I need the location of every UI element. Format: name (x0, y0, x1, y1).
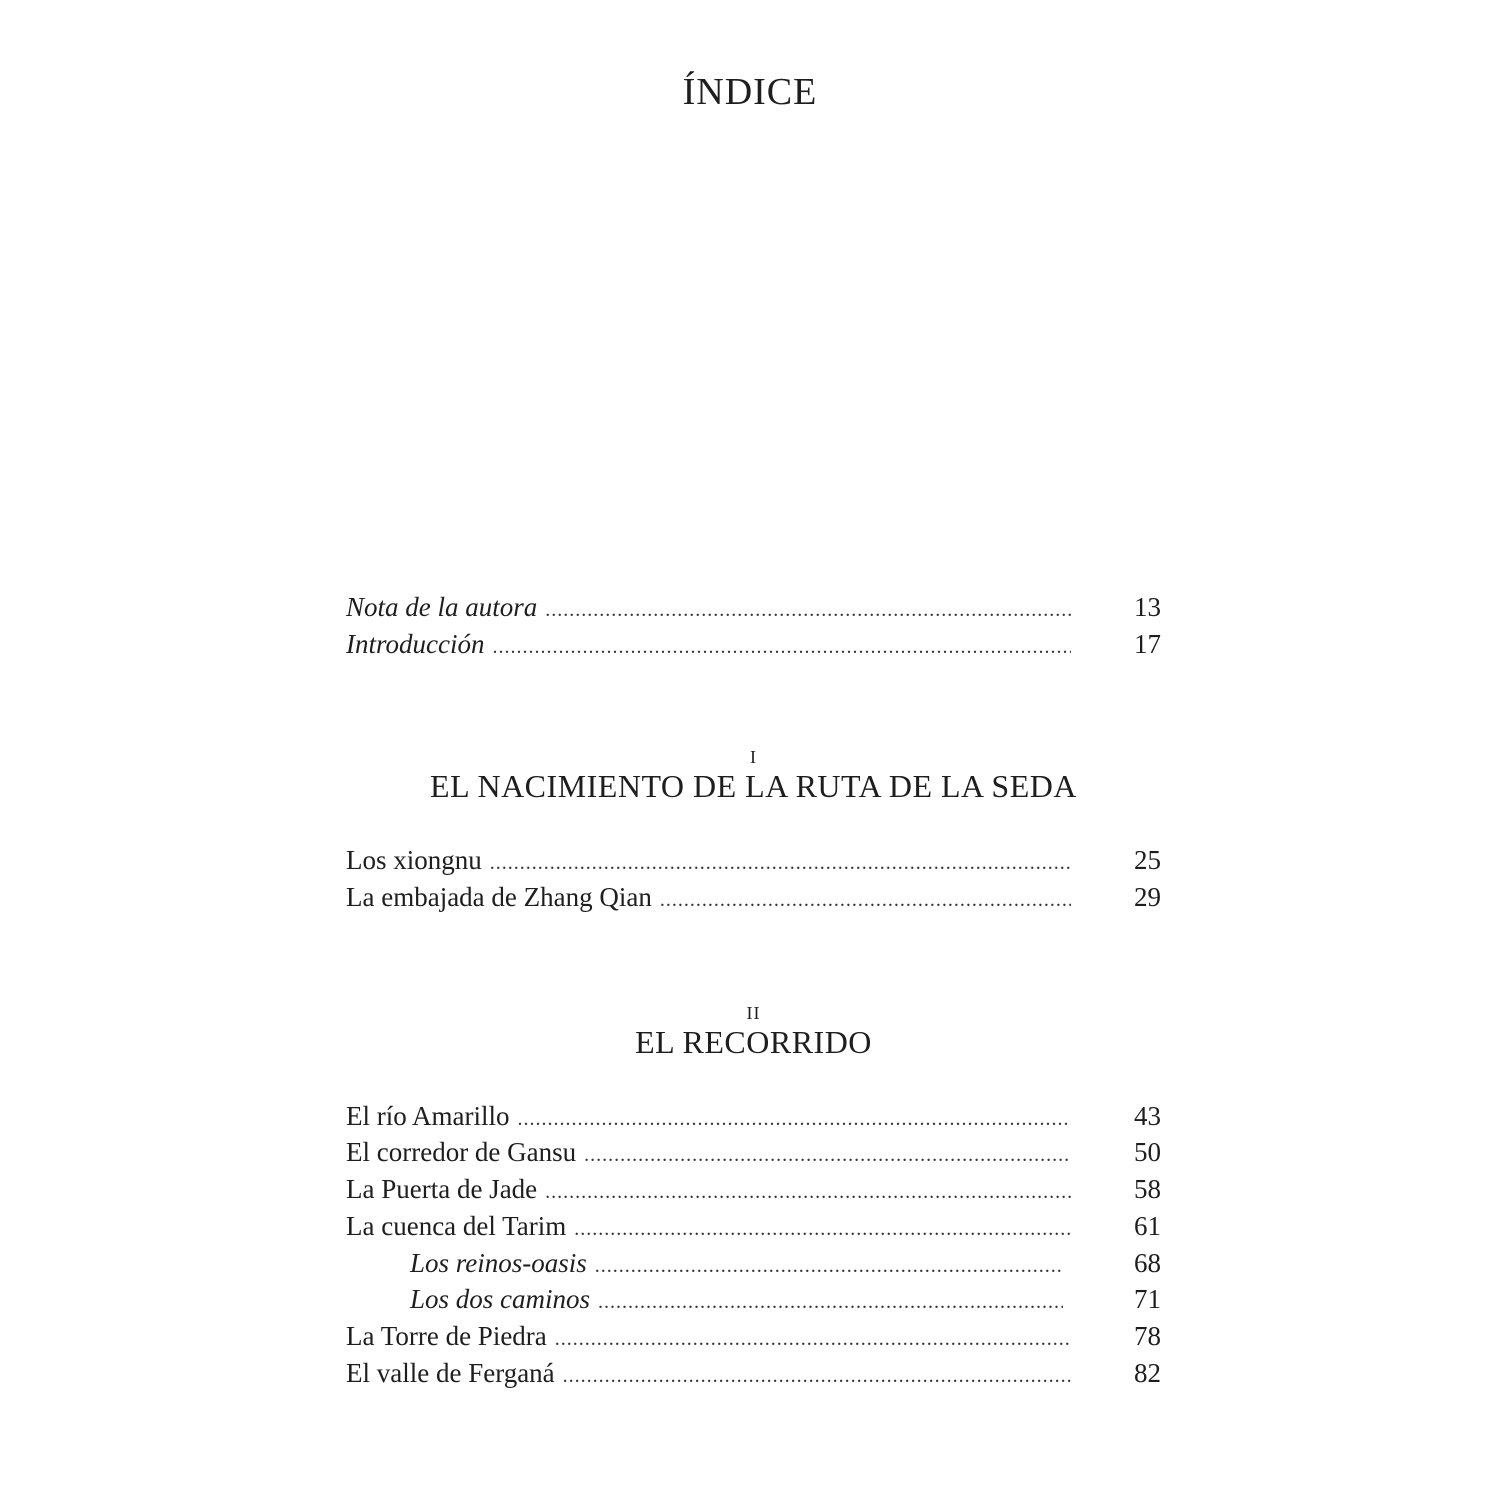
part-heading-1 (346, 747, 1161, 805)
front-matter-list (346, 592, 1161, 665)
toc-entry-label: La Torre de Piedra (346, 1320, 547, 1351)
toc-entry-nota-de-la-autora[interactable] (346, 592, 1161, 629)
dot-leader (584, 1144, 1071, 1167)
toc-entry-label: La embajada de Zhang Qian (346, 882, 652, 913)
part-2-entries (346, 1101, 1161, 1395)
toc-entry-label: Los xiongnu (346, 845, 482, 876)
toc-entry-page: 25 (1134, 845, 1161, 876)
dot-leader (545, 1181, 1071, 1204)
toc-entry-label: Introducción (346, 628, 485, 659)
toc-entry-page: 68 (1134, 1247, 1161, 1278)
toc-entry-label: El río Amarillo (346, 1100, 510, 1131)
dot-leader (660, 889, 1071, 912)
toc-entry-la-cuenca-del-tarim[interactable] (346, 1211, 1161, 1248)
toc-entry-page: 13 (1134, 592, 1161, 622)
toc-entry-introduccion[interactable] (346, 629, 1161, 666)
toc-entry-page: 50 (1134, 1137, 1161, 1168)
part-number: II (746, 1002, 761, 1023)
toc-entry-label: Nota de la autora (346, 592, 538, 622)
toc-entry-el-corredor-de-gansu[interactable] (346, 1137, 1161, 1174)
toc-entry-el-rio-amarillo[interactable] (346, 1101, 1161, 1138)
toc-entry-page: 29 (1134, 882, 1161, 913)
part-title: EL NACIMIENTO DE LA RUTA DE LA SEDA (430, 768, 1077, 805)
toc-entry-los-dos-caminos[interactable] (346, 1284, 1161, 1321)
toc-entry-page: 17 (1134, 628, 1161, 659)
toc-entry-page: 82 (1134, 1357, 1161, 1388)
dot-leader (492, 636, 1071, 659)
dot-leader (574, 1218, 1071, 1241)
page-title: ÍNDICE (682, 71, 818, 113)
toc-entry-label: El valle de Ferganá (346, 1357, 555, 1388)
toc-entry-page: 78 (1134, 1320, 1161, 1351)
dot-leader (563, 1365, 1071, 1388)
toc-entry-page: 71 (1134, 1284, 1161, 1315)
toc-entry-la-puerta-de-jade[interactable] (346, 1174, 1161, 1211)
toc-entry-los-reinos-oasis[interactable] (346, 1248, 1161, 1285)
dot-leader (555, 1328, 1071, 1351)
part-number: I (750, 747, 757, 768)
dot-leader (490, 852, 1071, 875)
toc-entry-page: 43 (1134, 1100, 1161, 1131)
dot-leader (545, 599, 1071, 622)
toc-entry-la-torre-de-piedra[interactable] (346, 1321, 1161, 1358)
toc-entry-label: Los reinos-oasis (410, 1247, 587, 1278)
toc-entry-label: La cuenca del Tarim (346, 1210, 567, 1241)
dot-leader (595, 1255, 1063, 1278)
toc-entry-label: La Puerta de Jade (346, 1174, 538, 1205)
toc-entry-el-valle-de-fergana[interactable] (346, 1358, 1161, 1395)
dot-leader (598, 1291, 1063, 1314)
toc-entry-page: 61 (1134, 1210, 1161, 1241)
toc-entry-label: Los dos caminos (410, 1284, 591, 1315)
part-title: EL RECORRIDO (635, 1023, 872, 1060)
dot-leader (517, 1108, 1071, 1131)
toc-entry-los-xiongnu[interactable] (346, 845, 1161, 882)
table-of-contents (346, 592, 1161, 1394)
toc-entry-page: 58 (1134, 1174, 1161, 1205)
part-heading-2 (346, 1003, 1161, 1061)
toc-entry-label: El corredor de Gansu (346, 1137, 577, 1168)
part-1-entries (346, 845, 1161, 918)
toc-entry-la-embajada-de-zhang-qian[interactable] (346, 882, 1161, 919)
